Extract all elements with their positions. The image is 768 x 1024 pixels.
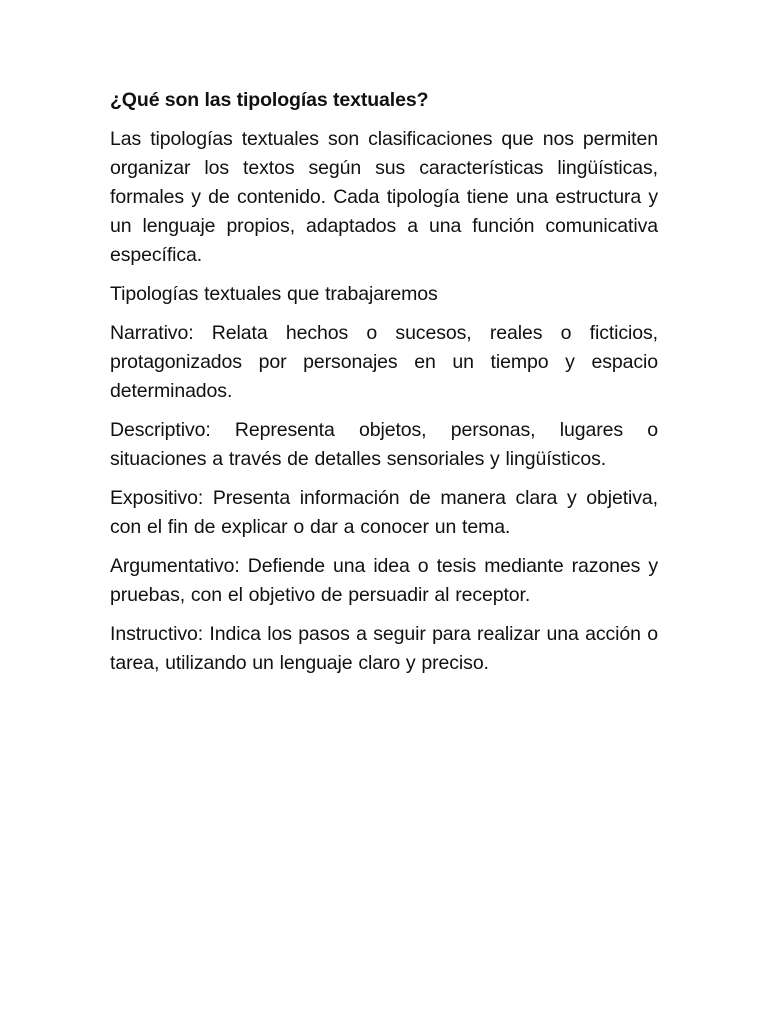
paragraph-subheading: Tipologías textuales que trabajaremos [110,283,438,305]
paragraph-expositivo: Expositivo: Presenta información de manera clara y objetiva, con el fin de explicar o dar a conocer un tema. [110,487,658,538]
paragraph-narrativo: Narrativo: Relata hechos o sucesos, reales o ficticios, protagonizados por personajes en un tiempo y espacio determinados. [110,322,658,402]
paragraph-intro: Las tipologías textuales son clasificaciones que nos permiten organizar los textos según sus características lingüísticas, formales y de contenido. Cada tipología tiene una estructura y un lenguaje propios, adaptados a una función comunicativa específica. [110,128,658,266]
paragraph-instructivo: Instructivo: Indica los pasos a seguir para realizar una acción o tarea, utilizando un lenguaje claro y preciso. [110,623,658,674]
document-title: ¿Qué son las tipologías textuales? [110,89,429,111]
paragraph-descriptivo: Descriptivo: Representa objetos, personas, lugares o situaciones a través de detalles sensoriales y lingüísticos. [110,419,658,470]
paragraph-argumentativo: Argumentativo: Defiende una idea o tesis mediante razones y pruebas, con el objetivo de persuadir al receptor. [110,555,658,606]
